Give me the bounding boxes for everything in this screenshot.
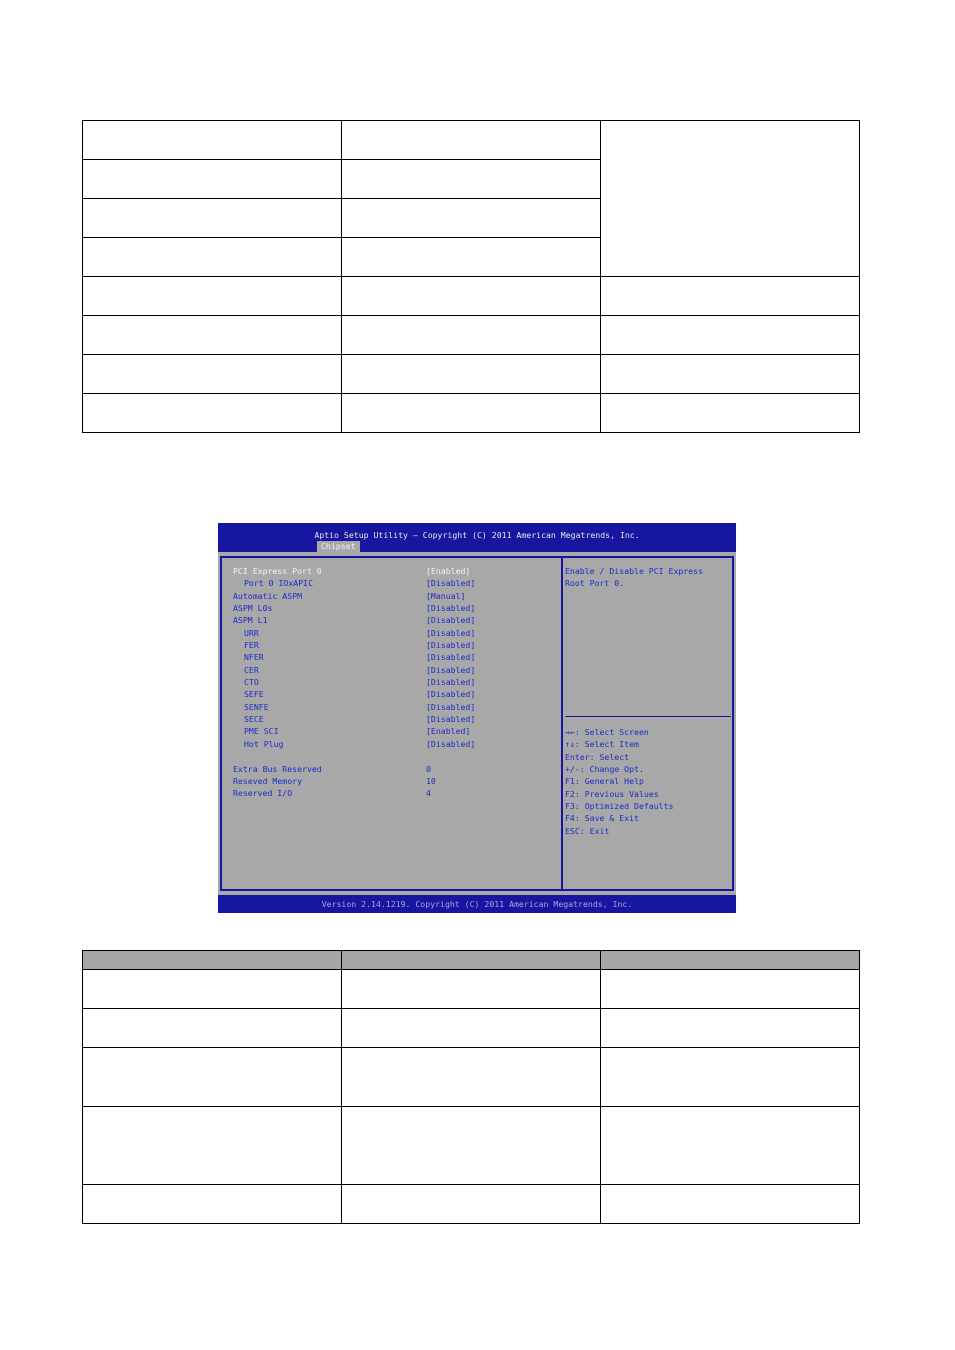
- table-cell: [342, 277, 601, 316]
- table-row: [83, 1185, 860, 1224]
- bios-title: Aptio Setup Utility – Copyright (C) 2011 American Megatrends, Inc.: [314, 530, 640, 540]
- help-line: Enable / Disable PCI Express: [565, 566, 704, 576]
- setting-reserved-io[interactable]: [233, 787, 563, 799]
- key-help-line: →←: Select Screen: [565, 727, 649, 737]
- table-cell: [342, 238, 601, 277]
- table-cell: [342, 1107, 601, 1185]
- setting-cer[interactable]: [233, 664, 563, 676]
- table-header-cell: [342, 951, 601, 970]
- setting-aspm-l1[interactable]: [233, 614, 563, 626]
- setting-pci-express-port-0[interactable]: [233, 565, 563, 577]
- table-cell: [83, 1185, 342, 1224]
- setting-fer[interactable]: [233, 639, 563, 651]
- setting-value[interactable]: [Manual]: [426, 590, 466, 601]
- table-cell: [83, 970, 342, 1009]
- setting-label: CER: [244, 664, 259, 675]
- setting-senfe[interactable]: [233, 701, 563, 713]
- key-help-line: +/-: Change Opt.: [565, 764, 644, 775]
- table-cell: [83, 316, 342, 355]
- table-cell: [342, 199, 601, 238]
- setting-pme-sci[interactable]: [233, 725, 563, 737]
- bios-key-help: [565, 726, 731, 837]
- setting-value[interactable]: [Disabled]: [426, 627, 476, 638]
- table-row: [83, 970, 860, 1009]
- setting-label: SENFE: [244, 701, 269, 712]
- setting-label: SECE: [244, 714, 264, 725]
- setting-cto[interactable]: [233, 676, 563, 688]
- key-help-line: F3: Optimized Defaults: [565, 801, 674, 812]
- setting-label: Reserved I/O: [233, 788, 293, 799]
- setting-value[interactable]: [Disabled]: [426, 689, 476, 700]
- setting-label: NFER: [244, 652, 264, 663]
- setting-label: Hot Plug: [244, 738, 284, 749]
- setting-value[interactable]: [Disabled]: [426, 640, 476, 651]
- table-cell: [601, 1185, 860, 1224]
- bios-footer: [218, 895, 736, 913]
- table-cell: [601, 970, 860, 1009]
- setting-value[interactable]: [Disabled]: [426, 652, 476, 663]
- setting-value[interactable]: [Disabled]: [426, 714, 476, 725]
- setting-label: SEFE: [244, 689, 264, 700]
- setting-hot-plug[interactable]: [233, 738, 563, 750]
- table-cell: [601, 277, 860, 316]
- setting-label: Port 0 IOxAPIC: [244, 578, 314, 589]
- setting-value[interactable]: 10: [426, 775, 436, 786]
- setting-label: FER: [244, 640, 259, 651]
- table-header-cell: [83, 951, 342, 970]
- table-row: [83, 1009, 860, 1048]
- table-cell: [83, 277, 342, 316]
- table-cell-merged: [601, 121, 860, 277]
- setting-label: Extra Bus Reserved: [233, 763, 322, 774]
- key-help-line: F4: Save & Exit: [565, 813, 639, 824]
- setting-value[interactable]: [Disabled]: [426, 664, 476, 675]
- setting-aspm-l0s[interactable]: [233, 602, 563, 614]
- setting-sece[interactable]: [233, 713, 563, 725]
- table-row: [83, 1107, 860, 1185]
- table-cell: [342, 160, 601, 199]
- setting-automatic-aspm[interactable]: [233, 590, 563, 602]
- setting-label: PME SCI: [244, 726, 279, 737]
- setting-label: Automatic ASPM: [233, 590, 303, 601]
- setting-reseved-memory[interactable]: [233, 775, 563, 787]
- setting-label: PCI Express Port 0: [233, 566, 322, 576]
- key-help-line: Enter: Select: [565, 751, 630, 762]
- setting-value[interactable]: 0: [426, 763, 431, 774]
- setting-value[interactable]: [Enabled]: [426, 566, 471, 576]
- setting-value[interactable]: 4: [426, 788, 431, 799]
- bios-title-bar: [218, 523, 736, 552]
- tab-chipset[interactable]: Chipset: [317, 541, 360, 552]
- table-cell: [342, 1185, 601, 1224]
- table-cell: [83, 1048, 342, 1107]
- table-cell: [342, 394, 601, 433]
- bios-screenshot: [218, 523, 736, 913]
- setting-urr[interactable]: [233, 627, 563, 639]
- table-cell: [601, 1107, 860, 1185]
- setting-port-0-ioxapic[interactable]: [233, 577, 563, 589]
- settings-table-bottom: [82, 950, 860, 1224]
- table-cell: [342, 1048, 601, 1107]
- table-cell: [83, 160, 342, 199]
- setting-label: ASPM L0s: [233, 603, 273, 614]
- help-line: Root Port 0.: [565, 578, 625, 589]
- table-cell: [342, 1009, 601, 1048]
- table-cell: [342, 970, 601, 1009]
- table-cell: [601, 394, 860, 433]
- setting-value[interactable]: [Disabled]: [426, 738, 476, 749]
- table-cell: [342, 355, 601, 394]
- table-header-row: [83, 951, 860, 970]
- table-cell: [83, 199, 342, 238]
- setting-nfer[interactable]: [233, 651, 563, 663]
- setting-extra-bus-reserved[interactable]: [233, 763, 563, 775]
- setting-value[interactable]: [Disabled]: [426, 603, 476, 614]
- table-cell: [342, 316, 601, 355]
- bios-settings-list: [233, 565, 563, 800]
- key-help-line: ↑↓: Select Item: [565, 739, 639, 750]
- setting-label: ASPM L1: [233, 615, 268, 626]
- setting-label: URR: [244, 627, 259, 638]
- bios-footer-text: Version 2.14.1219. Copyright (C) 2011 American Megatrends, Inc.: [321, 899, 633, 909]
- setting-value[interactable]: [Disabled]: [426, 677, 476, 688]
- setting-value[interactable]: [Disabled]: [426, 615, 476, 626]
- table-cell: [83, 238, 342, 277]
- settings-table-top: [82, 120, 860, 433]
- key-help-line: ESC: Exit: [565, 825, 610, 836]
- setting-sefe[interactable]: [233, 688, 563, 700]
- table-cell: [601, 355, 860, 394]
- key-help-line: F1: General Help: [565, 776, 644, 787]
- table-cell: [83, 355, 342, 394]
- setting-value[interactable]: [Disabled]: [426, 701, 476, 712]
- bios-help-text: [565, 565, 731, 590]
- setting-label: CTO: [244, 677, 259, 688]
- table-row: [83, 1048, 860, 1107]
- key-help-line: F2: Previous Values: [565, 788, 659, 799]
- table-cell: [83, 394, 342, 433]
- table-header-cell: [601, 951, 860, 970]
- table-cell: [601, 1048, 860, 1107]
- setting-value[interactable]: [Disabled]: [426, 578, 476, 589]
- table-cell: [601, 1009, 860, 1048]
- setting-label: Reseved Memory: [233, 775, 303, 786]
- setting-value[interactable]: [Enabled]: [426, 726, 471, 737]
- table-cell: [601, 316, 860, 355]
- table-cell: [83, 121, 342, 160]
- table-cell: [83, 1107, 342, 1185]
- table-cell: [342, 121, 601, 160]
- spacer: [233, 750, 563, 762]
- table-cell: [83, 1009, 342, 1048]
- bios-help-divider: [565, 716, 731, 717]
